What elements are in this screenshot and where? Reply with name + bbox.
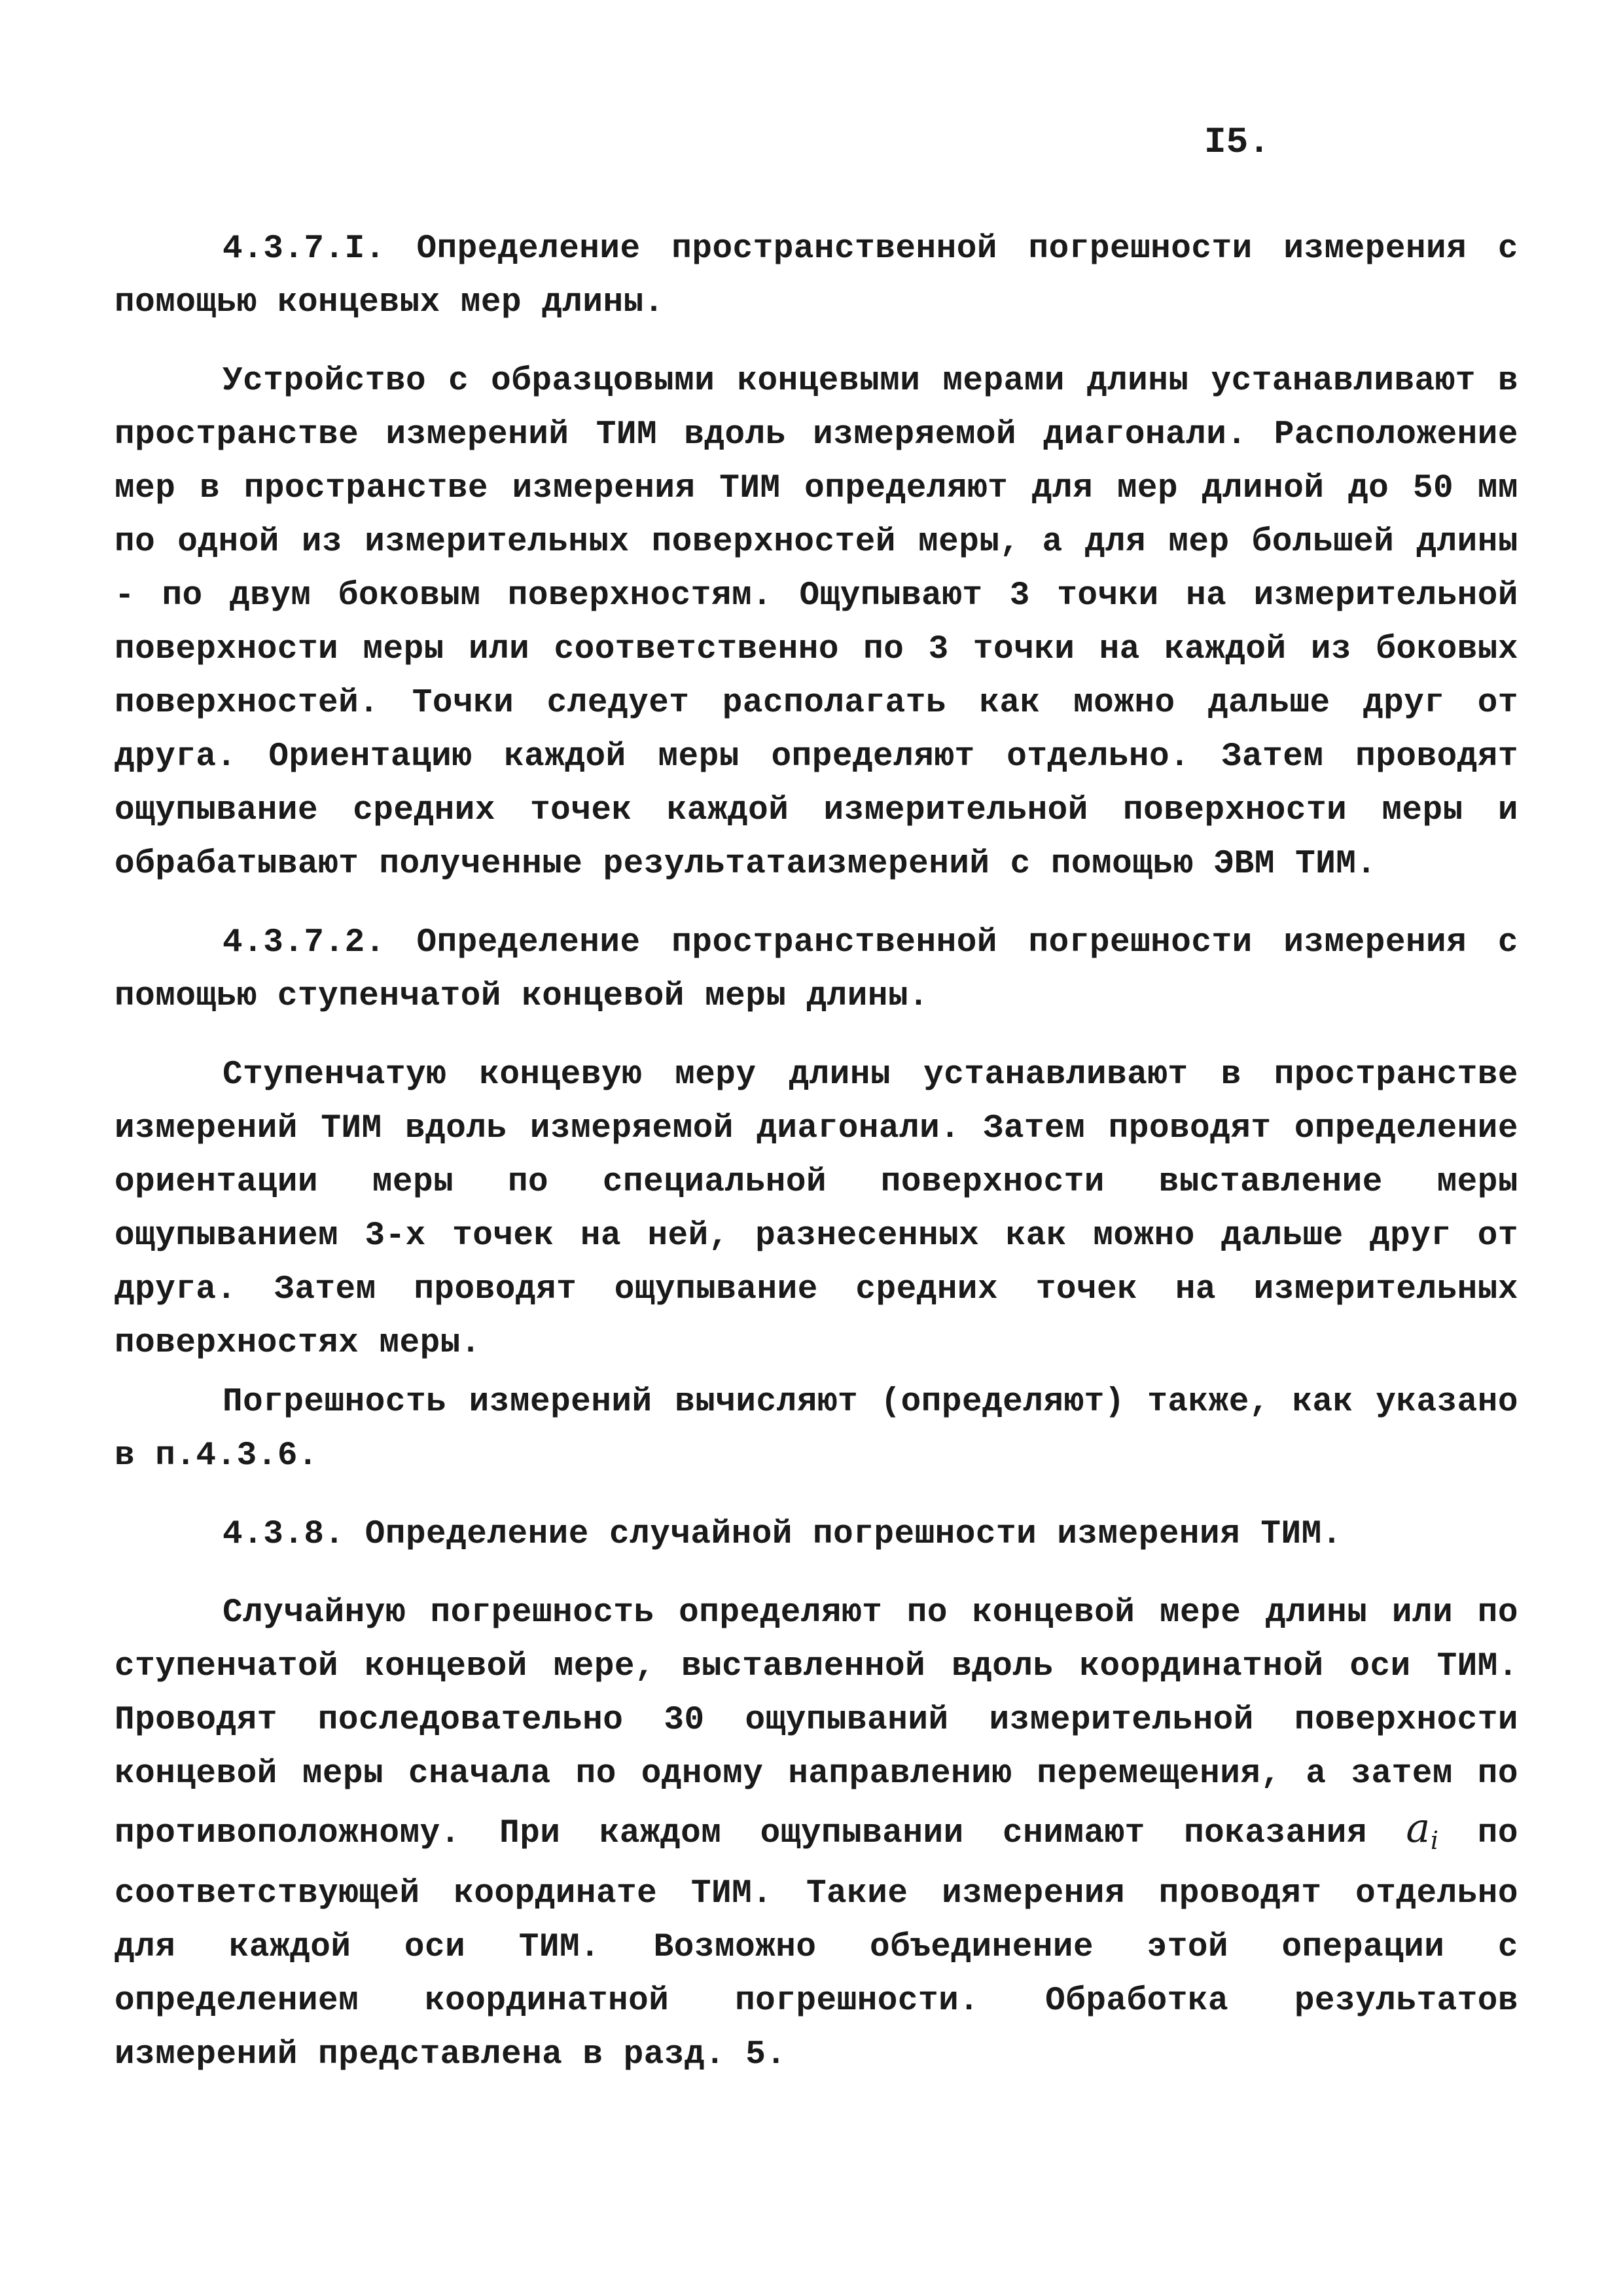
paragraph-error-calculation: Погрешность измерений вычисляют (определяют) также, как указано в п.4.3.6. [115,1384,1518,1475]
formula-symbol-a: a [1406,1804,1431,1852]
paragraph-random-error [115,1587,1518,2082]
paragraph-gauge-blocks: Устройство с образцовыми концевыми мерами длины устанавливают в пространстве измерений ТИМ вдоль измеряемой диагонали. Расположение мер в пространстве измерения ТИМ определяют для мер длиной до 50 мм по одной из измерительных поверхностей меры, а для мер большей длины - по двум боковым поверхностям. Ощупывают 3 точки на измерительной поверхности меры или соответственно по 3 точки на каждой из боковых поверхностей. Точки следует располагать как можно дальше друг от друга. Ориентацию каждой меры определяют отдельно. Затем проводят ощупывание средних точек каждой измерительной поверхности меры и обрабатывают полученные результатаизмерений с помощью ЭВМ ТИМ. [115,363,1518,883]
section-heading-4-3-7-2: 4.3.7.2. Определение пространственной погрешности измерения с помощью ступенчатой концевой меры длины. [115,924,1518,1015]
paragraph-random-error-part-1: Случайную погрешность определяют по концевой мере длины или по ступенчатой концевой мере, выставленной вдоль координатной оси ТИМ. Проводят последовательно 30 ощупываний измерительной поверхности концевой меры сначала по одному направлению перемещения, а затем по противоположному. При каждом ощупывании снимают показания [115,1594,1518,1852]
section-heading-4-3-7-1: 4.3.7.I. Определение пространственной погрешности измерения с помощью концевых мер длины. [115,230,1518,321]
formula-subscript-i: i [1430,1826,1439,1856]
document-body [115,223,1518,2082]
paragraph-step-gauge: Ступенчатую концевую меру длины устанавливают в пространстве измерений ТИМ вдоль измеряемой диагонали. Затем проводят определение ориентации меры по специальной поверхности выставление меры ощупыванием 3-х точек на ней, разнесенных как можно дальше друг от друга. Затем проводят ощупывание средних точек на измерительных поверхностях меры. [115,1056,1518,1362]
paragraph-random-error-part-2: по соответствующей координате ТИМ. Такие измерения проводят отдельно для каждой оси ТИМ. Возможно объединение этой операции с определением координатной погрешности. Обработка результатов измерений представлена в разд. 5. [115,1815,1518,2074]
section-heading-4-3-8: 4.3.8. Определение случайной погрешности измерения ТИМ. [223,1516,1342,1553]
page-number: I5. [1204,121,1270,163]
